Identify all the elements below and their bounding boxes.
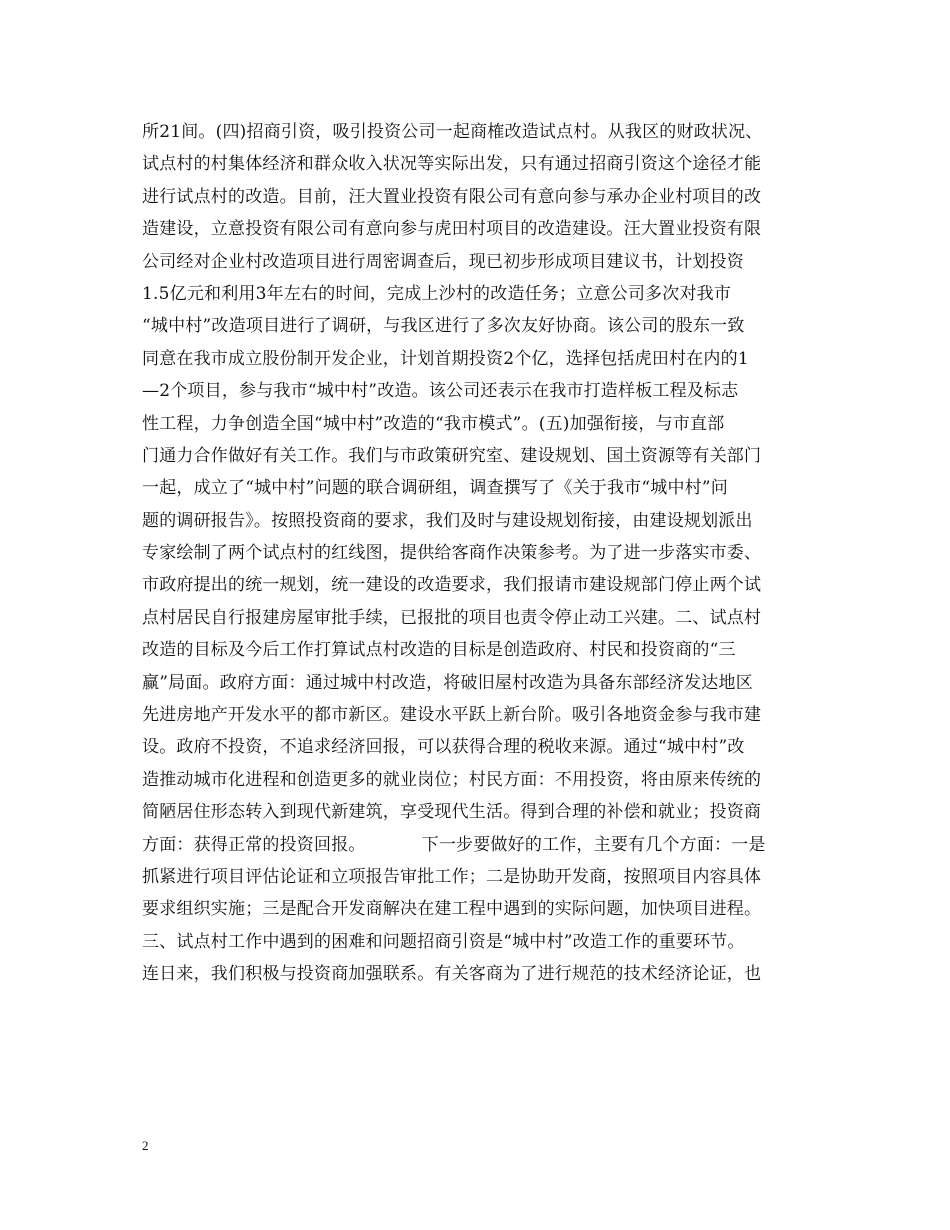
text-line: 门通力合作做好有关工作。我们与市政策研究室、建设规划、国土资源等有关部门 [142,445,762,466]
text-line: 公司经对企业村改造项目进行周密调查后，现已初步形成项目建议书，计划投资 [142,251,744,272]
text-line: 点村居民自行报建房屋审批手续，已报批的项目也责令停止动工兴建。二、试点村 [142,607,762,628]
text-line: 简陋居住形态转入到现代新建筑，享受现代生活。得到合理的补偿和就业；投资商 [142,802,762,823]
text-line: 先进房地产开发水平的都市新区。建设水平跃上新台阶。吸引各地资金参与我市建 [142,705,762,726]
text-line: 性工程，力争创造全国“城中村”改造的“我市模式”。(五)加强衔接，与市直部 [142,413,725,434]
text-line: 三、试点村工作中遇到的困难和问题招商引资是“城中村”改造工作的重要环节。 [142,931,745,952]
text-line: 造建设，立意投资有限公司有意向参与虎田村项目的改造建设。汪大置业投资有限 [142,219,762,240]
text-line: 方面：获得正常的投资回报。 下一步要做好的工作，主要有几个方面：一是 [142,834,766,855]
text-line: 市政府提出的统一规划，统一建设的改造要求，我们报请市建设规部门停止两个试 [142,575,762,596]
text-line: 连日来，我们积极与投资商加强联系。有关客商为了进行规范的技术经济论证，也 [142,964,762,985]
text-line: —2个项目，参与我市“城中村”改造。该公司还表示在我市打造样板工程及标志 [142,381,739,402]
text-line: 所21间。(四)招商引资，吸引投资公司一起商榷改造试点村。从我区的财政状况、 [142,122,763,142]
body-text [142,116,822,991]
text-line: 要求组织实施；三是配合开发商解决在建工程中遇到的实际问题，加快项目进程。 [142,899,762,920]
text-line: 题的调研报告》。按照投资商的要求，我们及时与建设规划衔接，由建设规划派出 [142,510,753,531]
page-number: 2 [142,1138,149,1153]
text-line: 试点村的村集体经济和群众收入状况等实际出发，只有通过招商引资这个途径才能 [142,154,762,175]
text-line: 设。政府不投资，不追求经济回报，可以获得合理的税收来源。通过“城中村”改 [142,737,745,758]
text-line: 抓紧进行项目评估论证和立项报告审批工作；二是协助开发商，按照项目内容具体 [142,866,762,887]
text-line: 改造的目标及今后工作打算试点村改造的目标是创造政府、村民和投资商的“三 [142,640,736,661]
text-line: 造推动城市化进程和创造更多的就业岗位；村民方面：不用投资，将由原来传统的 [142,769,762,790]
text-line: “城中村”改造项目进行了调研，与我区进行了多次友好协商。该公司的股东一致 [142,316,745,337]
text-line: 1.5亿元和利用3年左右的时间，完成上沙村的改造任务；立意公司多次对我市 [142,283,732,304]
text-line: 进行试点村的改造。目前，汪大置业投资有限公司有意向参与承办企业村项目的改 [142,186,762,207]
text-line: 赢”局面。政府方面：通过城中村改造，将破旧屋村改造为具备东部经济发达地区 [142,672,753,693]
text-line: 同意在我市成立股份制开发企业，计划首期投资2个亿，选择包括虎田村在内的1 [142,348,749,369]
text-line: 一起，成立了“城中村”问题的联合调研组，调查撰写了《关于我市“城中村”问 [142,478,728,499]
text-line: 专家绘制了两个试点村的红线图，提供给客商作决策参考。为了进一步落实市委、 [142,543,762,564]
